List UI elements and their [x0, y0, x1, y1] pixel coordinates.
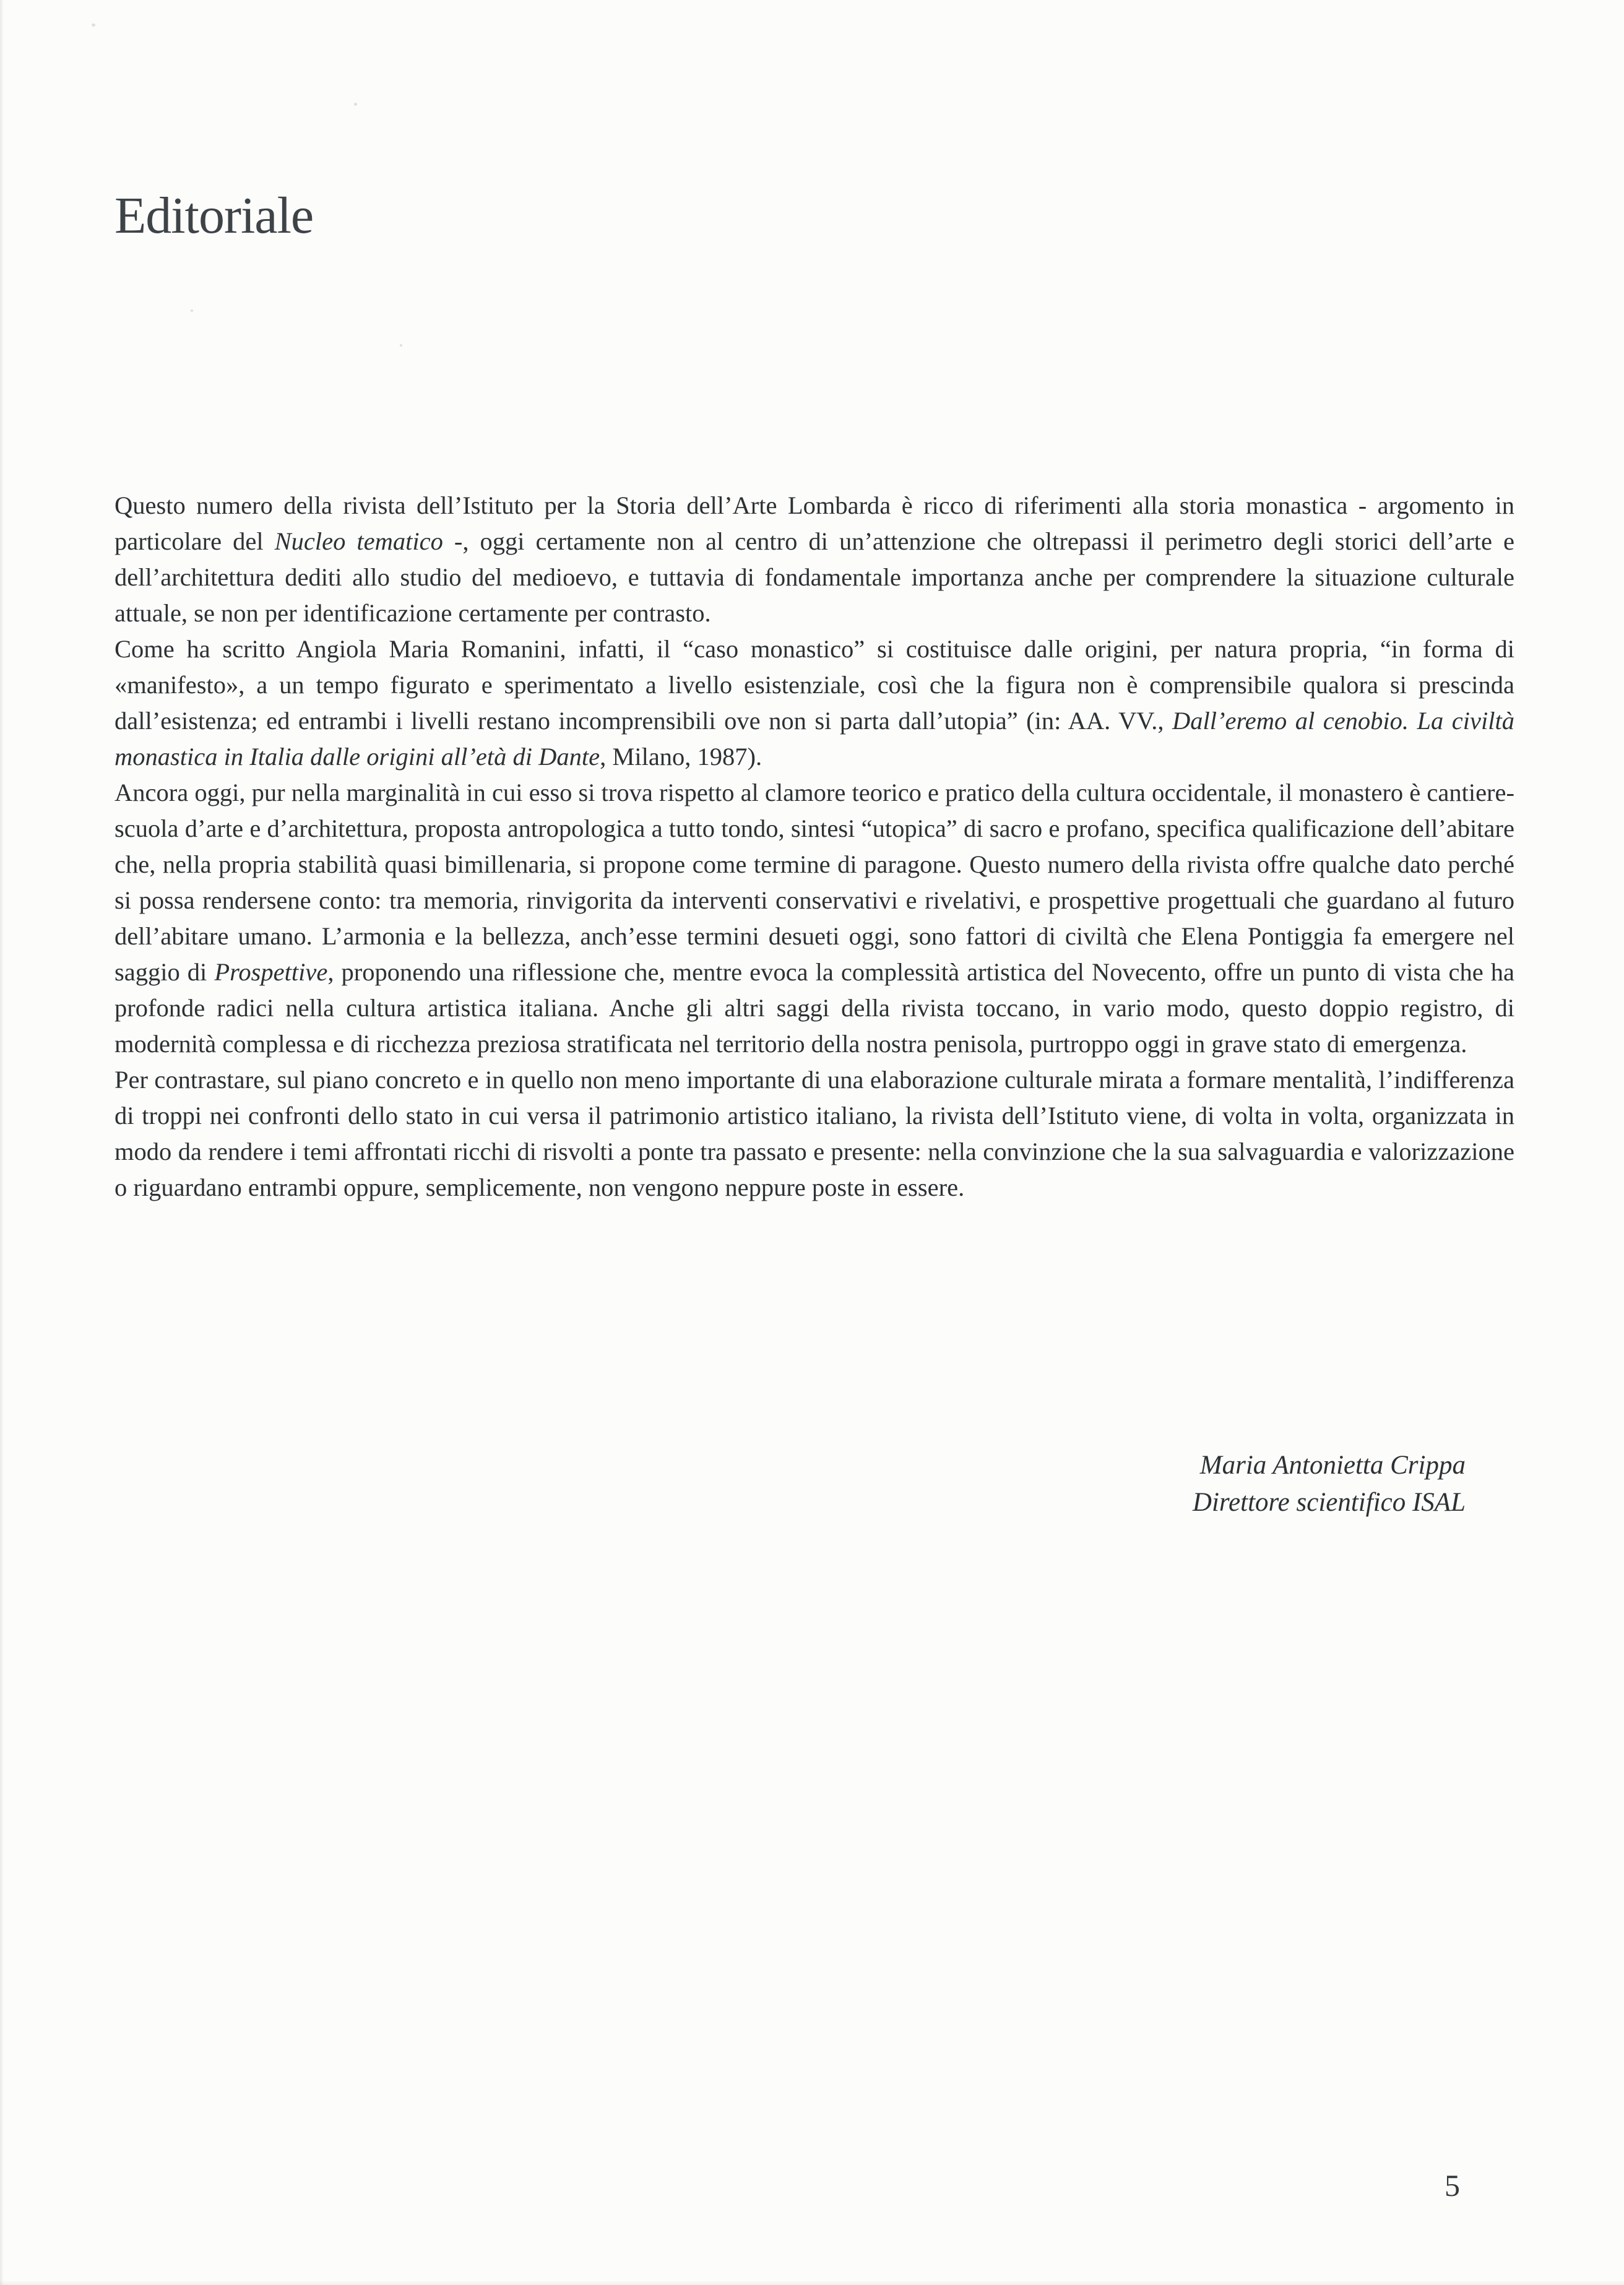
signature-name: Maria Antonietta Crippa — [1199, 1451, 1466, 1480]
paragraph-text: , proponendo una riflessione che, mentre evoca la complessità artistica del Novecento, offre un punto di vista che ha profonde radici nella cultura artistica italiana. Anche gli altri saggi della rivista toccano, in vario modo, questo doppio registro, di modernità complessa e di ricchezza preziosa stratificata nel territorio della nostra penisola, purtroppo oggi in grave stato di emergenza. — [114, 958, 1514, 1058]
italic-citation: Nucleo tematico — [274, 527, 443, 555]
scan-speck — [191, 309, 193, 312]
scan-speck — [354, 103, 357, 106]
paragraph-text: Questo numero della rivista dell’Istituto per la Storia dell’Arte Lombarda è ricco di riferimenti alla storia monastica - argomento in particolare del — [114, 491, 1514, 555]
italic-citation: Dall’eremo al cenobio. La civiltà monastica in Italia dalle origini all’età di Dante — [114, 707, 1515, 771]
paragraph-text: Per contrastare, sul piano concreto e in quello non meno importante di una elaborazione culturale mirata a formare mentalità, l’indifferenza di troppi nei confronti dello stato in cui versa il patrimonio artistico italiano, la rivista dell’Istituto viene, di volta in volta, organizzata in modo da rendere i temi affrontati ricchi di risvolti a ponte tra passato e presente: nella convinzione che la sua salvaguardia e valorizzazione o riguardano entrambi oppure, semplicemente, non vengono neppure poste in essere. — [114, 1066, 1514, 1201]
italic-citation: Prospettive — [214, 958, 328, 986]
scan-edge-shadow-bottom — [0, 2281, 1624, 2285]
editorial-body — [114, 488, 1514, 1206]
editorial-paragraph — [114, 488, 1514, 631]
paragraph-text: Ancora oggi, pur nella marginalità in cui esso si trova rispetto al clamore teorico e pratico della cultura occidentale, il monastero è cantiere-scuola d’arte e d’architettura, proposta antropologica a tutto tondo, sintesi “utopica” di sacro e profano, specifica qualificazione dell’abitare che, nella propria stabilità quasi bimillenaria, si propone come termine di paragone. Questo numero della rivista offre qualche dato perché si possa rendersene conto: tra memoria, rinvigorita da interventi conservativi e rivelativi, e prospettive progettuali che guardano al futuro dell’abitare umano. L’armonia e la bellezza, anch’esse termini desueti oggi, sono fattori di civiltà che Elena Pontiggia fa emergere nel saggio di — [114, 779, 1514, 986]
page-title: Editoriale — [114, 187, 314, 244]
signature-role: Direttore scientifico ISAL — [1192, 1488, 1466, 1517]
scan-speck — [92, 24, 95, 27]
editorial-paragraph — [114, 1062, 1514, 1206]
signature-block — [1193, 1447, 1466, 1521]
scan-speck — [400, 344, 402, 347]
page-number: 5 — [1445, 2168, 1460, 2203]
editorial-paragraph — [114, 775, 1514, 1062]
scan-edge-shadow-left — [0, 0, 4, 2285]
paragraph-text: , Milano, 1987). — [600, 743, 762, 771]
paragraph-text: -, oggi certamente non al centro di un’attenzione che oltrepassi il perimetro degli storici dell’arte e dell’architettura dediti allo studio del medioevo, e tuttavia di fondamentale importanza anche per comprendere la situazione culturale attuale, se non per identificazione certamente per contrasto. — [114, 527, 1514, 627]
paragraph-text: Come ha scritto Angiola Maria Romanini, infatti, il “caso monastico” si costituisce dalle origini, per natura propria, “in forma di «manifesto», a un tempo figurato e sperimentato a livello esistenziale, così che la figura non è comprensibile qualora si prescinda dall’esistenza; ed entrambi i livelli restano incomprensibili ove non si parta dall’utopia” (in: AA. VV., — [114, 635, 1514, 735]
editorial-paragraph — [114, 631, 1514, 775]
